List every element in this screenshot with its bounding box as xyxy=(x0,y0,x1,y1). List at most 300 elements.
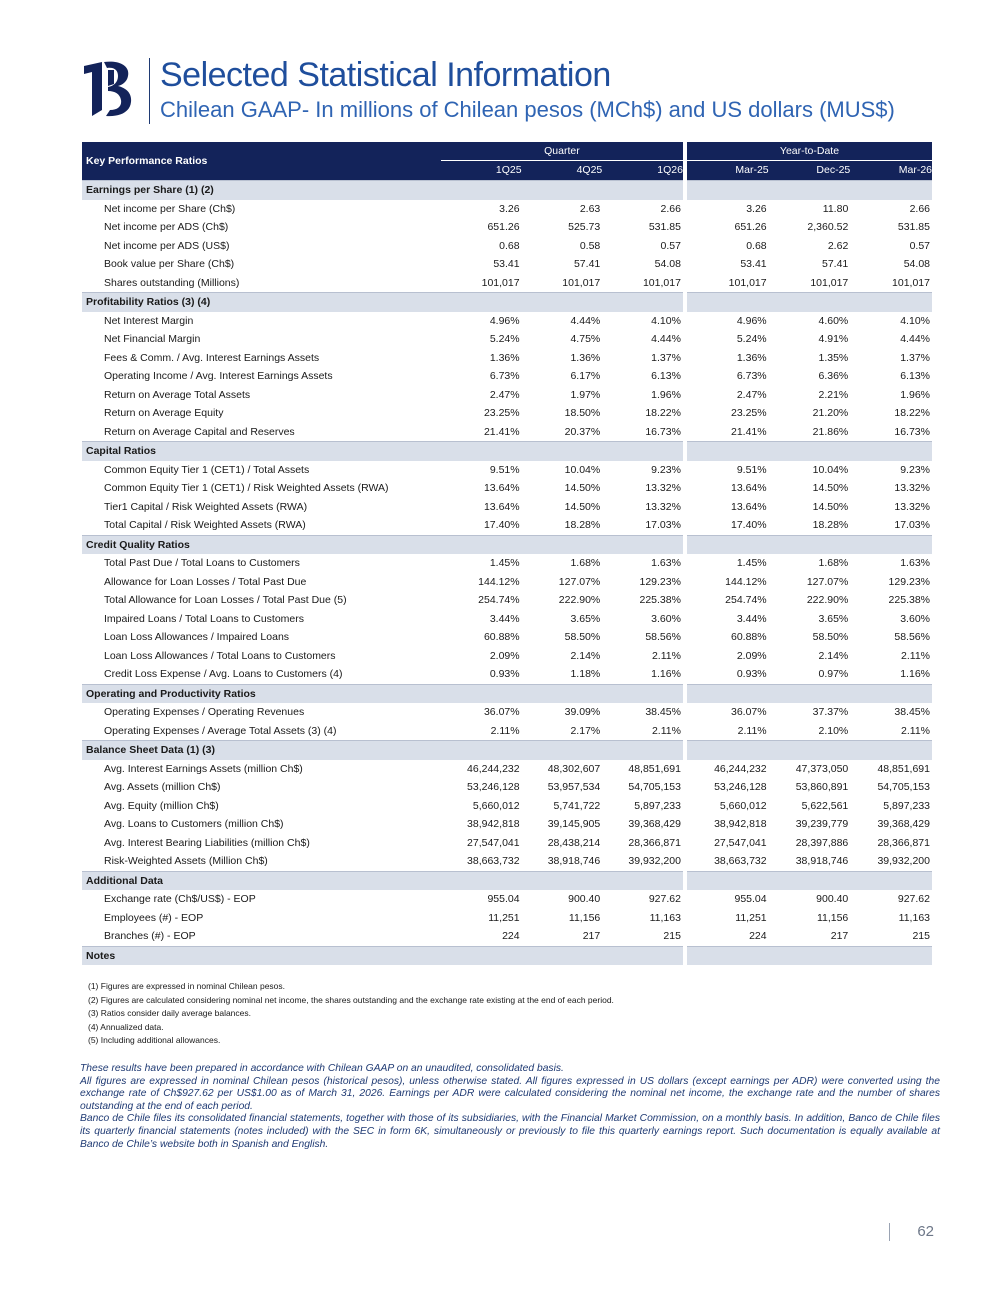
row-label: Employees (#) - EOP xyxy=(104,911,204,924)
table-cell: 11,251 xyxy=(488,911,520,924)
row-label: Avg. Interest Earnings Assets (million Ch$) xyxy=(104,762,303,775)
table-row xyxy=(82,479,932,498)
table-cell: 225.38% xyxy=(888,594,930,606)
table-cell: 9.51% xyxy=(736,463,767,476)
table-cell: 531.85 xyxy=(897,221,930,233)
table-row xyxy=(82,815,932,834)
table-cell: 58.56% xyxy=(645,631,681,643)
row-label: Operating Expenses / Operating Revenues xyxy=(104,706,305,718)
table-cell: 53,246,128 xyxy=(467,781,520,793)
table-cell: 39,932,200 xyxy=(628,855,681,867)
table-cell: 21.20% xyxy=(812,407,849,419)
table-cell: 6.36% xyxy=(818,370,849,382)
table-row xyxy=(82,386,932,405)
section-title: Notes xyxy=(82,946,441,965)
table-cell: 0.58 xyxy=(579,239,601,252)
table-cell: 1.63% xyxy=(900,557,930,569)
table-cell: 4.96% xyxy=(489,314,520,327)
row-label: Avg. Interest Bearing Liabilities (million Ch$) xyxy=(104,836,310,849)
table-cell: 27,547,041 xyxy=(714,836,767,849)
table-cell: 127.07% xyxy=(806,575,849,588)
banco-de-chile-logo-icon xyxy=(80,60,135,118)
row-label: Total Allowance for Loan Losses / Total Past Due (5) xyxy=(104,594,347,606)
table-cell: 215 xyxy=(912,930,930,942)
table-cell: 13.64% xyxy=(731,482,767,494)
section-title: Profitability Ratios (3) (4) xyxy=(82,293,441,312)
table-cell: 4.44% xyxy=(651,333,681,345)
table-cell: 2.47% xyxy=(489,388,520,401)
table-cell: 39,368,429 xyxy=(877,818,930,830)
table-cell: 18.28% xyxy=(564,519,601,531)
table-cell: 4.75% xyxy=(570,333,601,345)
table-cell: 224 xyxy=(749,930,767,942)
table-cell: 2.21% xyxy=(818,388,849,401)
table-cell: 2.11% xyxy=(490,724,520,737)
table-cell: 28,397,886 xyxy=(795,836,849,849)
table-cell: 54.08 xyxy=(654,258,681,270)
table-cell: 38.45% xyxy=(645,706,681,718)
table-cell: 900.40 xyxy=(568,893,601,905)
table-cell: 1.37% xyxy=(651,351,681,364)
footnote: (4) Annualized data. xyxy=(88,1021,164,1032)
table-cell: 6.17% xyxy=(570,370,601,382)
table-cell: 38,942,818 xyxy=(714,818,767,830)
row-label: Net Financial Margin xyxy=(104,333,201,345)
table-cell: 48,851,691 xyxy=(628,762,681,775)
table-cell: 0.57 xyxy=(660,239,681,252)
table-cell: 60.88% xyxy=(731,631,767,643)
table-row xyxy=(82,927,932,946)
table-row xyxy=(82,778,932,797)
row-label: Tier1 Capital / Risk Weighted Assets (RWA) xyxy=(104,500,308,513)
table-row xyxy=(82,516,932,535)
table-row xyxy=(82,647,932,666)
table-cell: 57.41 xyxy=(573,258,601,270)
table-cell: 47,373,050 xyxy=(795,762,849,775)
table-cell: 2,360.52 xyxy=(807,221,849,233)
table-cell: 9.23% xyxy=(900,463,930,476)
section-header-row xyxy=(82,181,932,200)
table-cell: 17.03% xyxy=(645,519,681,531)
section-title: Credit Quality Ratios xyxy=(82,535,441,554)
table-cell: 217 xyxy=(830,930,849,942)
table-cell: 6.73% xyxy=(489,370,520,382)
table-cell: 39,932,200 xyxy=(877,855,930,867)
row-label: Impaired Loans / Total Loans to Customers xyxy=(104,612,304,625)
table-cell: 11,156 xyxy=(568,911,601,924)
table-cell: 3.60% xyxy=(900,612,930,625)
table-cell: 10.04% xyxy=(564,463,601,476)
table-cell: 2.66 xyxy=(660,202,681,215)
table-cell: 225.38% xyxy=(639,594,681,606)
table-cell: 13.32% xyxy=(645,482,681,494)
table-cell: 5,897,233 xyxy=(883,799,930,812)
table-cell: 955.04 xyxy=(487,893,520,905)
table-row xyxy=(82,628,932,647)
table-row xyxy=(82,797,932,816)
table-cell: 3.60% xyxy=(651,612,681,625)
table-cell: 5,897,233 xyxy=(634,799,681,812)
row-label: Avg. Equity (million Ch$) xyxy=(104,799,219,812)
table-row xyxy=(82,367,932,386)
table-cell: 1.18% xyxy=(570,668,601,680)
table-cell: 5,660,012 xyxy=(719,799,767,812)
table-cell: 4.44% xyxy=(900,333,930,345)
row-label: Net income per ADS (Ch$) xyxy=(104,221,229,233)
table-cell: 927.62 xyxy=(897,893,930,905)
table-cell: 17.03% xyxy=(894,519,930,531)
quarter-group-header: Quarter xyxy=(441,142,683,161)
table-cell: 53.41 xyxy=(493,258,520,270)
table-row xyxy=(82,890,932,909)
table-cell: 2.14% xyxy=(818,649,849,662)
table-row xyxy=(82,404,932,423)
table-cell: 23.25% xyxy=(731,407,767,419)
table-cell: 4.96% xyxy=(736,314,767,327)
table-row xyxy=(82,573,932,592)
table-cell: 224 xyxy=(502,930,520,942)
table-cell: 0.68 xyxy=(499,239,520,252)
page-number-divider xyxy=(889,1223,890,1241)
table-cell: 13.32% xyxy=(894,500,930,513)
table-cell: 101,017 xyxy=(481,276,520,289)
table-cell: 39,145,905 xyxy=(547,818,601,830)
table-cell: 53,860,891 xyxy=(795,781,849,793)
table-cell: 4.60% xyxy=(818,314,849,327)
table-cell: 222.90% xyxy=(806,594,849,606)
table-cell: 531.85 xyxy=(648,221,681,233)
table-cell: 23.25% xyxy=(483,407,520,419)
table-cell: 39,239,779 xyxy=(795,818,849,830)
table-cell: 28,366,871 xyxy=(628,836,681,849)
table-cell: 36.07% xyxy=(483,706,520,718)
table-cell: 27,547,041 xyxy=(467,836,520,849)
table-cell: 3.44% xyxy=(489,612,520,625)
table-row xyxy=(82,498,932,517)
table-cell: 18.28% xyxy=(812,519,849,531)
section-header-row xyxy=(82,871,932,890)
section-header-row xyxy=(82,684,932,703)
section-title: Capital Ratios xyxy=(82,442,441,461)
table-cell: 11,163 xyxy=(898,911,930,924)
column-header: Dec-25 xyxy=(769,161,851,181)
table-cell: 14.50% xyxy=(564,500,601,513)
row-label: Risk-Weighted Assets (Million Ch$) xyxy=(104,855,268,867)
table-cell: 13.32% xyxy=(894,482,930,494)
row-label: Operating Expenses / Average Total Assets (3) (4) xyxy=(104,724,337,737)
table-cell: 927.62 xyxy=(648,893,681,905)
table-cell: 10.04% xyxy=(812,463,849,476)
table-cell: 13.32% xyxy=(645,500,681,513)
table-cell: 1.45% xyxy=(736,557,767,569)
table-row xyxy=(82,312,932,331)
row-label: Loan Loss Allowances / Impaired Loans xyxy=(104,631,290,643)
table-row xyxy=(82,760,932,779)
table-cell: 13.64% xyxy=(731,500,767,513)
table-cell: 101,017 xyxy=(728,276,767,289)
table-cell: 2.66 xyxy=(909,202,930,215)
table-row xyxy=(82,461,932,480)
column-header: Mar-26 xyxy=(850,161,932,181)
table-cell: 21.41% xyxy=(731,425,767,438)
table-cell: 3.44% xyxy=(736,612,767,625)
table-row xyxy=(82,200,932,219)
table-cell: 2.11% xyxy=(901,649,930,662)
table-row xyxy=(82,703,932,722)
table-cell: 14.50% xyxy=(812,500,849,513)
page-title: Selected Statistical Information xyxy=(160,56,611,94)
table-cell: 48,851,691 xyxy=(877,762,930,775)
table-cell: 48,302,607 xyxy=(547,762,601,775)
table-row xyxy=(82,852,932,871)
row-label: Total Past Due / Total Loans to Customers xyxy=(104,557,300,569)
table-cell: 13.64% xyxy=(483,482,520,494)
table-row xyxy=(82,330,932,349)
table-cell: 38,663,732 xyxy=(714,855,767,867)
table-cell: 21.41% xyxy=(483,425,520,438)
table-cell: 11,251 xyxy=(735,911,767,924)
table-cell: 18.50% xyxy=(564,407,601,419)
table-cell: 2.11% xyxy=(651,649,681,662)
table-cell: 38.45% xyxy=(894,706,930,718)
table-cell: 2.47% xyxy=(736,388,767,401)
section-title: Operating and Productivity Ratios xyxy=(82,684,441,703)
table-cell: 21.86% xyxy=(812,425,849,438)
table-cell: 3.65% xyxy=(818,612,849,625)
table-cell: 28,438,214 xyxy=(547,836,601,849)
row-label: Common Equity Tier 1 (CET1) / Risk Weighted Assets (RWA) xyxy=(104,482,389,494)
table-cell: 101,017 xyxy=(810,276,849,289)
table-cell: 955.04 xyxy=(734,893,767,905)
row-label: Net income per Share (Ch$) xyxy=(104,202,236,215)
page-subtitle: Chilean GAAP- In millions of Chilean pesos (MCh$) and US dollars (MUS$) xyxy=(160,97,895,122)
table-cell: 5,741,722 xyxy=(553,799,601,812)
disclaimer xyxy=(80,1063,940,1151)
table-cell: 58.56% xyxy=(894,631,930,643)
section-title: Earnings per Share (1) (2) xyxy=(82,181,441,200)
table-cell: 3.26 xyxy=(499,202,520,215)
table-cell: 2.62 xyxy=(827,239,849,252)
table-cell: 18.22% xyxy=(894,407,930,419)
row-label: Net Interest Margin xyxy=(104,314,194,327)
row-label: Operating Income / Avg. Interest Earnings Assets xyxy=(104,370,333,382)
table-cell: 14.50% xyxy=(564,482,601,494)
table-row xyxy=(82,591,932,610)
table-cell: 16.73% xyxy=(894,425,930,438)
table-cell: 38,942,818 xyxy=(467,818,520,830)
table-row xyxy=(82,610,932,629)
footnote: (2) Figures are calculated considering nominal net income, the shares outstanding and the exchange rate existing at the end of each period. xyxy=(88,994,614,1005)
table-cell: 217 xyxy=(582,930,601,942)
table-cell: 129.23% xyxy=(888,575,930,588)
table-row xyxy=(82,218,932,237)
table-cell: 0.57 xyxy=(909,239,930,252)
table-cell: 129.23% xyxy=(639,575,681,588)
table-cell: 651.26 xyxy=(734,221,767,233)
table-row xyxy=(82,665,932,684)
table-row xyxy=(82,255,932,274)
column-header: 1Q25 xyxy=(441,161,522,181)
table-row xyxy=(82,722,932,741)
row-label: Total Capital / Risk Weighted Assets (RWA) xyxy=(104,519,306,531)
table-cell: 4.91% xyxy=(818,333,849,345)
table-cell: 36.07% xyxy=(731,706,767,718)
table-cell: 2.09% xyxy=(736,649,767,662)
table-cell: 215 xyxy=(663,930,681,942)
table-cell: 1.96% xyxy=(900,388,930,401)
disclaimer-paragraph: Banco de Chile files its consolidated financial statements, together with those of its subsidiaries, with the Financial Market Commission, on a monthly basis. In addition, Banco de Chile files its quarterly financial statements (notes included) with the SEC in form 6K, simultaneously or previously to file this quarterly earnings report. Such documentation is equally available at Banco de Chile’s website both in Spanish and English. xyxy=(80,1113,940,1150)
table-cell: 127.07% xyxy=(558,575,601,588)
table-cell: 17.40% xyxy=(731,519,767,531)
row-label: Credit Loss Expense / Avg. Loans to Customers (4) xyxy=(104,668,343,680)
table-cell: 1.68% xyxy=(818,557,849,569)
title-divider xyxy=(149,58,150,124)
section-title: Additional Data xyxy=(82,871,441,890)
table-cell: 0.93% xyxy=(736,668,767,680)
table-cell: 28,366,871 xyxy=(877,836,930,849)
table-cell: 53,957,534 xyxy=(547,781,601,793)
row-label: Allowance for Loan Losses / Total Past Due xyxy=(104,575,307,588)
table-cell: 54.08 xyxy=(903,258,930,270)
section-title: Balance Sheet Data (1) (3) xyxy=(82,741,441,760)
table-cell: 53.41 xyxy=(740,258,767,270)
kpi-table xyxy=(82,142,932,965)
table-row xyxy=(82,834,932,853)
row-label: Book value per Share (Ch$) xyxy=(104,258,235,270)
table-row xyxy=(82,349,932,368)
table-cell: 1.16% xyxy=(900,668,930,680)
table-cell: 0.93% xyxy=(489,668,520,680)
table-row xyxy=(82,274,932,293)
table-cell: 53,246,128 xyxy=(714,781,767,793)
table-cell: 101,017 xyxy=(562,276,601,289)
table-cell: 144.12% xyxy=(725,575,767,588)
row-label: Common Equity Tier 1 (CET1) / Total Assets xyxy=(104,463,310,476)
table-corner-label: Key Performance Ratios xyxy=(82,142,441,181)
table-row xyxy=(82,423,932,442)
table-cell: 2.14% xyxy=(570,649,601,662)
table-cell: 5.24% xyxy=(489,333,520,345)
table-cell: 1.68% xyxy=(570,557,601,569)
row-label: Return on Average Capital and Reserves xyxy=(104,425,295,438)
table-cell: 4.44% xyxy=(570,314,601,327)
disclaimer-paragraph: All figures are expressed in nominal Chilean pesos (historical pesos), unless otherwise stated. All figures expressed in US dollars (except earnings per ADR) were converted using the exchange rate of Ch$927.62 per US$1.00 as of March 31, 2026. Earnings per ADR were calculated considering the nominal net income, the exchange rate and the number of shares outstanding at the end of each period. xyxy=(80,1075,940,1112)
table-cell: 46,244,232 xyxy=(467,762,520,775)
table-cell: 60.88% xyxy=(483,631,520,643)
footnote: (5) Including additional allowances. xyxy=(88,1035,221,1045)
table-cell: 58.50% xyxy=(812,631,849,643)
section-header-row xyxy=(82,535,932,554)
table-cell: 13.64% xyxy=(483,500,520,513)
table-cell: 58.50% xyxy=(564,631,601,643)
table-cell: 57.41 xyxy=(822,258,849,270)
table-cell: 525.73 xyxy=(568,221,601,233)
table-cell: 14.50% xyxy=(812,482,849,494)
footnote: (1) Figures are expressed in nominal Chilean pesos. xyxy=(88,981,286,991)
table-cell: 2.11% xyxy=(901,724,930,737)
row-label: Avg. Assets (million Ch$) xyxy=(104,781,221,793)
table-cell: 17.40% xyxy=(483,519,520,531)
table-cell: 1.97% xyxy=(570,388,601,401)
table-cell: 2.11% xyxy=(651,724,681,737)
table-cell: 6.13% xyxy=(900,370,930,382)
table-cell: 1.36% xyxy=(489,351,520,364)
table-cell: 222.90% xyxy=(558,594,601,606)
table-row xyxy=(82,237,932,256)
section-header-row xyxy=(82,946,932,965)
table-cell: 1.36% xyxy=(736,351,767,364)
table-cell: 20.37% xyxy=(564,425,601,438)
table-cell: 46,244,232 xyxy=(714,762,767,775)
table-cell: 2.10% xyxy=(818,724,849,737)
table-cell: 37.37% xyxy=(812,706,849,718)
table-cell: 2.09% xyxy=(489,649,520,662)
row-label: Branches (#) - EOP xyxy=(104,930,196,942)
table-cell: 5.24% xyxy=(736,333,767,345)
table-cell: 0.97% xyxy=(818,668,849,680)
table-cell: 38,663,732 xyxy=(467,855,520,867)
table-cell: 1.35% xyxy=(818,351,849,364)
table-row xyxy=(82,554,932,573)
footnote: (3) Ratios consider daily average balances. xyxy=(88,1008,252,1018)
table-cell: 38,918,746 xyxy=(795,855,849,867)
row-label: Shares outstanding (Millions) xyxy=(104,276,240,289)
table-cell: 651.26 xyxy=(487,221,520,233)
table-cell: 101,017 xyxy=(892,276,930,289)
table-cell: 5,660,012 xyxy=(472,799,520,812)
table-cell: 38,918,746 xyxy=(547,855,601,867)
table-cell: 9.51% xyxy=(489,463,520,476)
column-header: Mar-25 xyxy=(687,161,769,181)
row-label: Return on Average Equity xyxy=(104,407,224,419)
table-cell: 1.36% xyxy=(570,351,601,364)
table-cell: 6.73% xyxy=(736,370,767,382)
table-cell: 2.11% xyxy=(737,724,767,737)
table-cell: 3.65% xyxy=(570,612,601,625)
section-header-row xyxy=(82,293,932,312)
table-cell: 9.23% xyxy=(651,463,681,476)
section-header-row xyxy=(82,442,932,461)
table-cell: 1.37% xyxy=(900,351,930,364)
row-label: Avg. Loans to Customers (million Ch$) xyxy=(104,818,284,830)
row-label: Fees & Comm. / Avg. Interest Earnings Assets xyxy=(104,351,320,364)
column-header: 4Q25 xyxy=(522,161,603,181)
table-cell: 11,163 xyxy=(649,911,681,924)
table-cell: 4.10% xyxy=(900,314,930,327)
table-cell: 3.26 xyxy=(746,202,767,215)
row-label: Return on Average Total Assets xyxy=(104,388,251,401)
table-cell: 900.40 xyxy=(816,893,849,905)
table-cell: 54,705,153 xyxy=(877,781,930,793)
table-cell: 4.10% xyxy=(651,314,681,327)
table-cell: 16.73% xyxy=(645,425,681,438)
row-label: Loan Loss Allowances / Total Loans to Customers xyxy=(104,649,336,662)
table-cell: 39,368,429 xyxy=(628,818,681,830)
section-header-row xyxy=(82,741,932,760)
table-cell: 1.16% xyxy=(651,668,681,680)
table-cell: 54,705,153 xyxy=(628,781,681,793)
footnotes xyxy=(88,980,614,1048)
table-cell: 101,017 xyxy=(642,276,681,289)
column-header: 1Q26 xyxy=(602,161,683,181)
table-cell: 1.63% xyxy=(651,557,681,569)
row-label: Exchange rate (Ch$/US$) - EOP xyxy=(104,893,256,905)
table-cell: 18.22% xyxy=(645,407,681,419)
table-cell: 1.96% xyxy=(651,388,681,401)
table-cell: 39.09% xyxy=(564,706,601,718)
row-label: Net income per ADS (US$) xyxy=(104,239,230,252)
table-row xyxy=(82,909,932,928)
